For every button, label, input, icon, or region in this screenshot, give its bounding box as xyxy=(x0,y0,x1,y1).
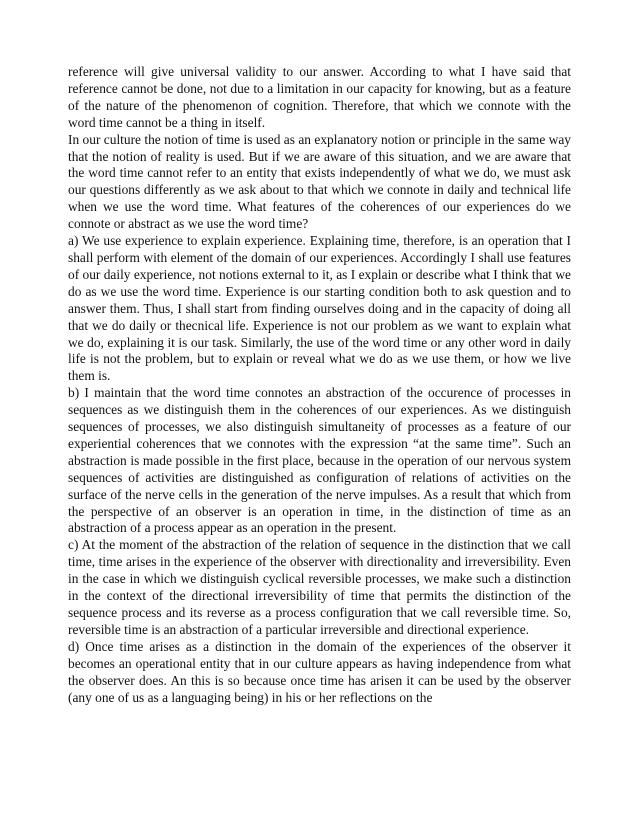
paragraph-notion-of-time: In our culture the notion of time is used as an explanatory notion or principle in the same way that the notion of reality is used. But if we are aware of this situation, and we are aware that the word time cannot refer to an entity that exists independently of what we do, we must ask our questions differently as we ask about to that which we connote in daily and technical life when we use the word time. What features of the coherences of our experiences do we connote or abstract as we use the word time? xyxy=(68,131,571,232)
paragraph-point-c: c) At the moment of the abstraction of the relation of sequence in the distinction that we call time, time arises in the experience of the observer with directionality and irreversibility. Even in the case in which we distinguish cyclical reversible processes, we make such a distinction in the context of the directional irreversibility of time that permits the distinction of the sequence process and its reverse as a process configuration that we call reversible time. So, reversible time is an abstraction of a particular irreversible and directional experience. xyxy=(68,537,571,637)
paragraph-point-b: b) I maintain that the word time connotes an abstraction of the occurence of processes in sequences as we distinguish them in the coherences of our experiences. As we distinguish sequences of processes, we also distinguish simultaneity of processes as a feature of our experiential coherences that we connotes with the expression “at the same time”. Such an abstraction is made possible in the first place, because in the operation of our nervous system sequences of activities are distinguished as configuration of relations of activities on the surface of the nerve cells in the generation of the nerve impulses. As a result that which from the perspective of an observer is an operation in time, in the distinction of time as an abstraction of a process appear as an operation in the present. xyxy=(68,385,571,536)
document-page xyxy=(68,64,571,706)
paragraph-point-a: a) We use experience to explain experience. Explaining time, therefore, is an operation that I shall perform with element of the domain of our experiences. Accordingly I shall use features of our daily experience, not notions external to it, as I explain or describe what I think that we do as we use the word time. Experience is our starting condition both to ask question and to answer them. Thus, I shall start from finding ourselves doing and in the capacity of doing all that we do daily or thecnical life. Experience is not our problem as we want to explain what we do, explaining it is our task. Similarly, the use of the word time or any other word in daily life is not the problem, but to explain or reveal what we do as we use them, or how we live them is. xyxy=(68,233,571,384)
paragraph-point-d: d) Once time arises as a distinction in the domain of the experiences of the observer it becomes an operational entity that in our culture appears as having independence from what the observer does. An this is so because once time has arisen it can be used by the observer (any one of us as a languaging being) in his or her reflections on the xyxy=(68,638,571,705)
paragraph-continuation: reference will give universal validity to our answer. According to what I have said that reference cannot be done, not due to a limitation in our capacity for knowing, but as a feature of the nature of the phenomenon of cognition. Therefore, that which we connote with the word time cannot be a thing in itself. xyxy=(68,64,571,130)
